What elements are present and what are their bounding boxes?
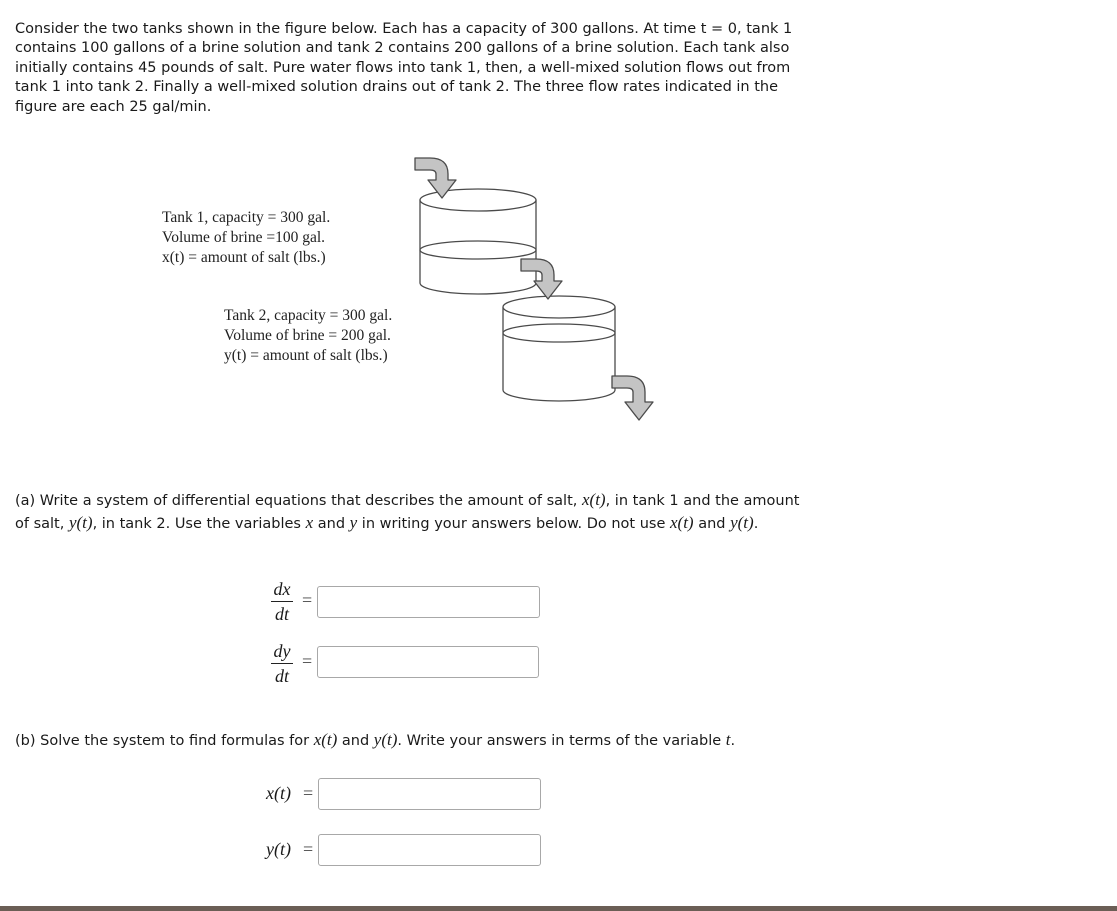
y-of-t-answer-input[interactable] (318, 834, 541, 866)
tank1-label (162, 208, 330, 268)
math-y-of-t: y(t) (68, 513, 93, 532)
outflow-arrow-icon (612, 376, 653, 420)
math-t: t (725, 730, 731, 749)
tanks-figure (400, 150, 670, 430)
tank1-drawing (420, 189, 536, 294)
dy-dt-answer-input[interactable] (317, 646, 539, 678)
math-x-of-t: x(t) (313, 730, 338, 749)
dy-dt-fraction: dy dt (267, 640, 297, 687)
math-y: y (349, 513, 358, 532)
tank2-salt: y(t) = amount of salt (lbs.) (224, 347, 388, 364)
tank1-capacity: Tank 1, capacity = 300 gal. (162, 209, 331, 226)
math-y-of-t: y(t) (730, 513, 754, 532)
tank2-drawing (503, 296, 615, 401)
tank2-capacity: Tank 2, capacity = 300 gal. (224, 307, 393, 324)
math-x: x (305, 513, 314, 532)
dx-dt-fraction: dx dt (267, 578, 297, 625)
tank1-salt: x(t) = amount of salt (lbs.) (162, 249, 326, 266)
equals-sign: = (302, 651, 313, 671)
equals-sign: = (303, 839, 314, 859)
x-of-t-label: x(t) (266, 783, 291, 803)
tank1-volume: Volume of brine =100 gal. (162, 229, 325, 246)
equals-sign: = (302, 590, 313, 610)
math-x-of-t: x(t) (670, 513, 694, 532)
problem-intro: Consider the two tanks shown in the figure below. Each has a capacity of 300 gallons. At time t = 0, tank 1 contains 100 gallons of a brine solution and tank 2 contains 200 gallons of a brine solution. Each tank also initially contains 45 pounds of salt. Pure water flows into tank 1, then, a well-mixed solution flows out from tank 1 into tank 2. Finally a well-mixed solution drains out of tank 2. The three flow rates indicated in the figure are each 25 gal/min. (15, 21, 793, 115)
equals-sign: = (303, 783, 314, 803)
x-of-t-answer-input[interactable] (318, 778, 541, 810)
part-b-prompt: (b) Solve the system to find formulas for x(t) and y(t). Write your answers in terms of the variable t. (15, 730, 736, 749)
math-x-of-t: x(t) (582, 490, 606, 509)
dx-dt-answer-input[interactable] (317, 586, 540, 618)
transfer-arrow-icon (521, 259, 562, 299)
math-y-of-t: y(t) (373, 730, 398, 749)
tank2-volume: Volume of brine = 200 gal. (224, 327, 391, 344)
tank2-label (224, 306, 392, 366)
part-a-prompt: (a) Write a system of differential equations that describes the amount of salt, x(t), in tank 1 and the amount of salt, y(t), in tank 2. Use the variables x and y in writing your answers below. Do not use x(t) and y(t). (15, 490, 800, 532)
bottom-divider (0, 906, 1117, 911)
y-of-t-label: y(t) (266, 839, 291, 859)
